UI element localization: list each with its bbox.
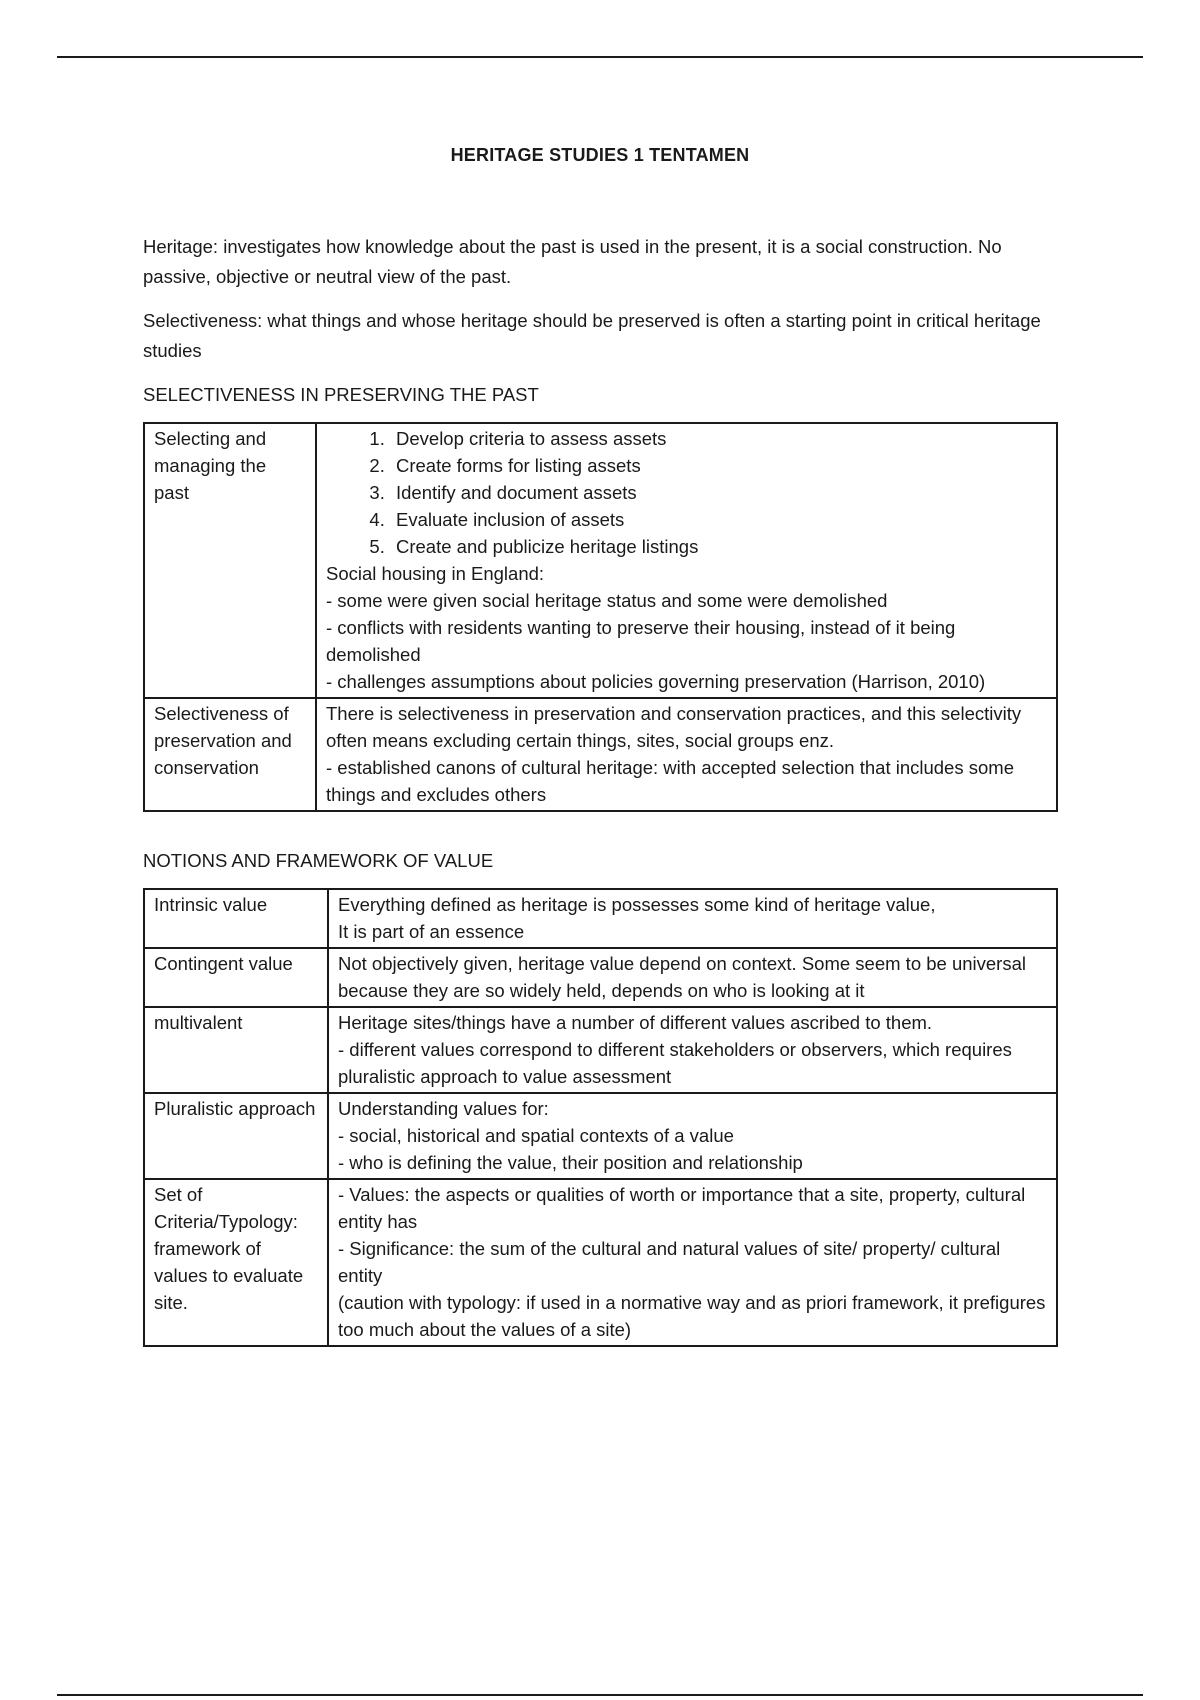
definition-line: Heritage sites/things have a number of different values ascribed to them. (338, 1012, 933, 1033)
term-cell: Contingent value (144, 948, 328, 1007)
definition-line: (caution with typology: if used in a normative way and as priori framework, it prefigures too much about the values of a site) (338, 1292, 1046, 1340)
definition-line: - Significance: the sum of the cultural and natural values of site/ property/ cultural entity (338, 1238, 1001, 1286)
table-row (144, 889, 1057, 948)
definition-line: - some were given social heritage status and some were demolished (326, 590, 888, 611)
definition-cell (328, 1179, 1057, 1346)
value-table (143, 888, 1058, 1347)
definition-line: - who is defining the value, their position and relationship (338, 1152, 803, 1173)
term-cell: Intrinsic value (144, 889, 328, 948)
document-body (143, 232, 1058, 1347)
term-cell: Selecting and managing the past (144, 423, 316, 698)
definition-line: - conflicts with residents wanting to preserve their housing, instead of it being demolished (326, 617, 956, 665)
definition-line: - social, historical and spatial contexts of a value (338, 1125, 734, 1146)
paragraph-selectiveness: Selectiveness: what things and whose heritage should be preserved is often a starting point in critical heritage studies (143, 310, 1041, 361)
definition-cell (328, 889, 1057, 948)
table-row (144, 948, 1057, 1007)
definition-line: - established canons of cultural heritage: with accepted selection that includes some things and excludes others (326, 757, 1014, 805)
definition-line: - Values: the aspects or qualities of worth or importance that a site, property, cultural entity has (338, 1184, 1026, 1232)
definition-line: It is part of an essence (338, 921, 525, 942)
paragraph-heritage: Heritage: investigates how knowledge about the past is used in the present, it is a social construction. No passive, objective or neutral view of the past. (143, 236, 1002, 287)
term-cell: Selectiveness of preservation and conservation (144, 698, 316, 811)
list-item: 5. Create and publicize heritage listings (390, 533, 1047, 560)
definition-line: Understanding values for: (338, 1098, 549, 1119)
term-cell: multivalent (144, 1007, 328, 1093)
section-heading-value: NOTIONS AND FRAMEWORK OF VALUE (143, 850, 494, 871)
table-row (144, 1179, 1057, 1346)
definition-line: Not objectively given, heritage value depend on context. Some seem to be universal because they are so widely held, depends on who is looking at it (338, 953, 1026, 1001)
term-cell: Set of Criteria/Typology: framework of values to evaluate site. (144, 1179, 328, 1346)
definition-cell (328, 948, 1057, 1007)
term-cell: Pluralistic approach (144, 1093, 328, 1179)
section-heading-selectiveness: SELECTIVENESS IN PRESERVING THE PAST (143, 384, 539, 405)
definition-line: Everything defined as heritage is possesses some kind of heritage value, (338, 894, 936, 915)
list-item: 3. Identify and document assets (390, 479, 1047, 506)
header-rule (57, 56, 1143, 58)
document-title: HERITAGE STUDIES 1 TENTAMEN (450, 145, 750, 165)
table-row (144, 423, 1057, 698)
list-item: 1. Develop criteria to assess assets (390, 425, 1047, 452)
definition-line: - challenges assumptions about policies governing preservation (Harrison, 2010) (326, 671, 986, 692)
definition-cell (316, 698, 1057, 811)
table-row (144, 698, 1057, 811)
list-item: 2. Create forms for listing assets (390, 452, 1047, 479)
table-row (144, 1007, 1057, 1093)
steps-list (326, 425, 1047, 560)
definition-line: - different values correspond to different stakeholders or observers, which requires pluralistic approach to value assessment (338, 1039, 1012, 1087)
definition-cell (328, 1093, 1057, 1179)
definition-cell (316, 423, 1057, 698)
definition-line: There is selectiveness in preservation and conservation practices, and this selectivity often means excluding certain things, sites, social groups enz. (326, 703, 1022, 751)
selectiveness-table (143, 422, 1058, 812)
definition-line: Social housing in England: (326, 563, 545, 584)
footer-rule (57, 1694, 1143, 1696)
definition-cell (328, 1007, 1057, 1093)
list-item: 4. Evaluate inclusion of assets (390, 506, 1047, 533)
table-row (144, 1093, 1057, 1179)
